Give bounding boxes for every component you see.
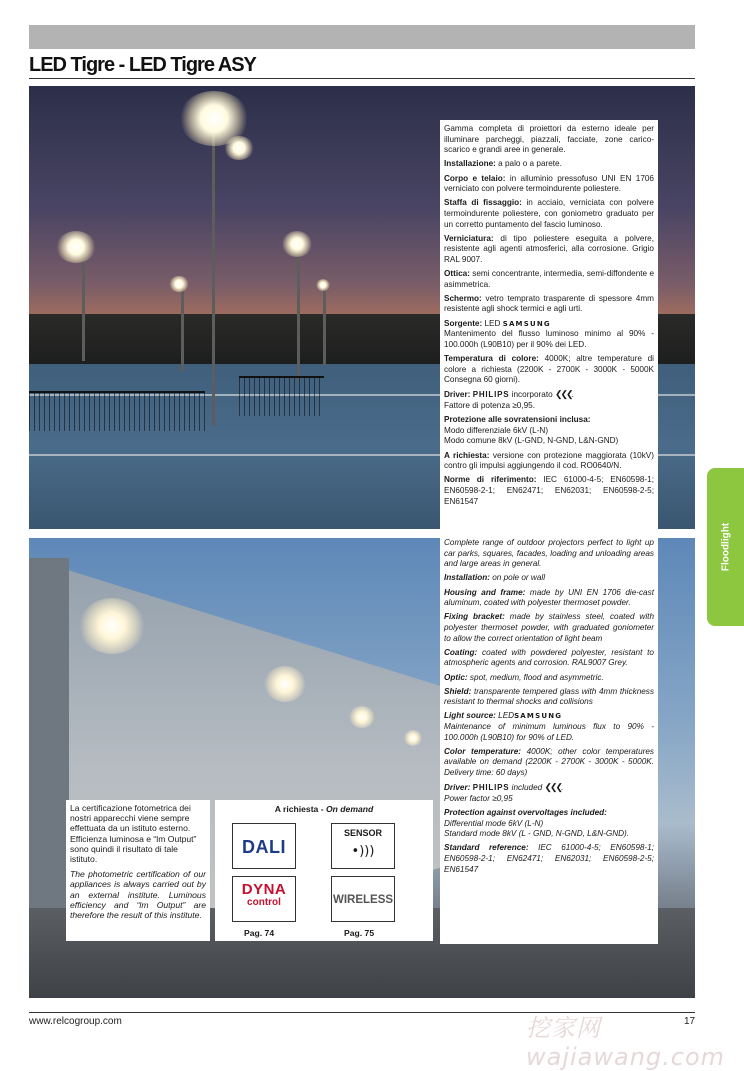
page-reference-75: Pag. 75 <box>344 928 375 938</box>
italian-spec-panel <box>440 120 658 529</box>
spec-surge: Protection against overvoltages included: Differential mode 6kV (L-N) Standard mode 8kV (L - GND, N-GND, L&N-GND). <box>444 808 630 839</box>
spec-bracket: Staffa di fissaggio: in acciaio, verniciata con polvere termoindurente poliestere, con goniometro graduato per un corretto puntamento del fascio luminoso. <box>444 198 654 229</box>
spec-body: Corpo e telaio: in alluminio pressofuso UNI EN 1706 verniciato con polvere termoindurente poliestere. <box>444 173 654 194</box>
light-pole <box>323 286 326 366</box>
category-tab <box>707 468 744 626</box>
wireless-label: WIRELESS <box>332 894 394 906</box>
wall-flood-lamp <box>349 706 375 728</box>
certification-italian: La certificazione fotometrica dei nostri apparecchi viene sempre effettuata da un istituto esterno. Efficienza luminosa e “lm Output” sono quindi il risultato di tale istituto. <box>70 803 197 865</box>
spec-shield: Shield: transparente tempered glass with 4mm thickness resistant to thermal shocks and collisions <box>444 686 654 707</box>
flood-lamp <box>56 231 96 263</box>
light-pole <box>181 281 184 371</box>
spec-surge: Protezione alle sovratensioni inclusa: Modo differenziale 6kV (L-N) Modo comune 8kV (L-GND, N-GND, L&N-GND) <box>444 415 619 446</box>
motion-sensor-icon: •))) <box>351 844 375 859</box>
page-title: LED Tigre - LED Tigre ASY <box>29 54 256 76</box>
watermark: 挖家网 wajiawang.com <box>526 1014 726 1071</box>
philips-logo: PHILIPS <box>472 783 510 793</box>
dyna-label: DYNA <box>241 881 287 898</box>
sensor-label: SENSOR <box>343 828 382 838</box>
dali-badge <box>232 823 296 869</box>
on-demand-title: A richiesta - On demand <box>274 804 374 814</box>
spec-painting: Verniciatura: di tipo poliestere eseguita a polvere, resistente agli agenti atmosferici, alla corrosione. Grigio RAL 9007. <box>444 233 654 264</box>
spec-optic: Ottica: semi concentrante, intermedia, semi-diffondente e asimmetrica. <box>444 269 654 289</box>
category-tab-label: Floodlight <box>720 522 731 572</box>
flood-lamp <box>282 231 312 257</box>
spec-norms: Standard reference: IEC 61000-4-5; EN60598-1; EN60598-2-1; EN62471; EN62031; EN60598-2-5; EN61547 <box>444 843 654 874</box>
samsung-logo: SAMSUNG <box>514 712 563 721</box>
flood-lamp <box>224 136 254 160</box>
light-pole <box>297 241 300 381</box>
certification-english: The photometric certification of our appliances is always carried out by an external institute. Luminous efficiency and “lm Output” are therefore the result of this institute. <box>70 869 206 921</box>
spec-screen: Schermo: vetro temprato trasparente di spessore 4mm resistente agli shock termici e agli urti. <box>444 293 654 314</box>
dyna-control-badge <box>232 876 296 922</box>
dali-label: DALI <box>242 837 286 857</box>
samsung-logo: SAMSUNG <box>502 319 551 328</box>
tennis-net <box>29 391 205 431</box>
title-divider <box>29 78 695 79</box>
spec-color-temp: Color temperature: 4000K; other color temperatures available on demand (2200K - 2700K - 3000K - 5000K. Delivery time: 60 days) <box>444 746 655 778</box>
header-bar <box>29 25 695 49</box>
certification-note <box>66 800 210 941</box>
spec-driver: Driver: PHILIPS included ❮❮❮. Power factor ≥0,95 <box>444 782 564 803</box>
spec-source: Light source: LEDSAMSUNG Maintenance of minimum luminous flux to 90% - 100.000h (L90B10) for 90% of LED. <box>444 711 654 742</box>
spec-housing: Housing and frame: made by UNI EN 1706 die-cast aluminum, coated with polyester thermoset powder. <box>444 587 654 608</box>
page-number: 17 <box>684 1016 696 1027</box>
wall-flood-lamp <box>79 598 145 654</box>
intro-text: Gamma completa di proiettori da esterno ideale per illuminare parcheggi, piazzali, facciate, zone carico-scarico e grandi aree in generale. <box>444 124 654 155</box>
intro-text: Complete range of outdoor projectors perfect to light up car parks, squares, facades, loading and unloading areas and large areas in general. <box>444 538 654 569</box>
on-demand-options <box>215 800 433 941</box>
spec-installation: Installazione: a palo o a parete. <box>444 159 562 169</box>
spec-coating: Coating: coated with powdered polyester, resistant to atmospheric agents and corrosion. RAL9007 Grey. <box>444 647 654 668</box>
class-chevron-icon: ❮❮❮ <box>544 782 562 793</box>
dyna-sub-label: control <box>247 897 281 908</box>
spec-norms: Norme di riferimento: IEC 61000-4-5; EN60598-1; EN60598-2-1; EN62471; EN62031; EN60598-2-5; EN61547 <box>444 475 654 506</box>
class-chevron-icon: ❮❮❮ <box>554 389 572 400</box>
spec-installation: Installation: on pole or wall <box>444 573 546 583</box>
spec-source: Sorgente: LED SAMSUNG Mantenimento del flusso luminoso minimo al 90% - 100.000h (L90B10) per il 90% dei LED. <box>444 318 654 349</box>
spec-optic: Optic: spot, medium, flood and asymmetric. <box>444 672 604 682</box>
page-reference-74: Pag. 74 <box>244 928 275 938</box>
tennis-net <box>239 376 324 416</box>
english-spec-panel <box>440 534 658 944</box>
philips-logo: PHILIPS <box>472 390 510 400</box>
sensor-badge <box>331 823 395 869</box>
footer-url: www.relcogroup.com <box>29 1016 122 1027</box>
wireless-badge <box>331 876 395 922</box>
flood-lamp <box>169 276 189 292</box>
spec-color-temp: Temperatura di colore: 4000K; altre temperature di colore a richiesta (2200K - 2700K - 3000K - 5000K Consegna 60 giorni). <box>444 354 654 385</box>
wall-flood-lamp <box>404 730 422 746</box>
spec-on-request: A richiesta: versione con protezione maggiorata (10kV) contro gli impulsi aggiungendo il cod. RO0640/N. <box>444 450 654 471</box>
spec-bracket: Fixing bracket: made by stainless steel, coated with polyester thermoset powder, with graduated goniometer to allow the correct orientation of light beam <box>444 612 654 643</box>
wall-flood-lamp <box>264 666 306 702</box>
flood-lamp <box>316 279 330 291</box>
light-pole <box>212 121 215 426</box>
spec-driver: Driver: PHILIPS incorporato ❮❮❮. Fattore di potenza ≥0,95. <box>444 389 574 410</box>
